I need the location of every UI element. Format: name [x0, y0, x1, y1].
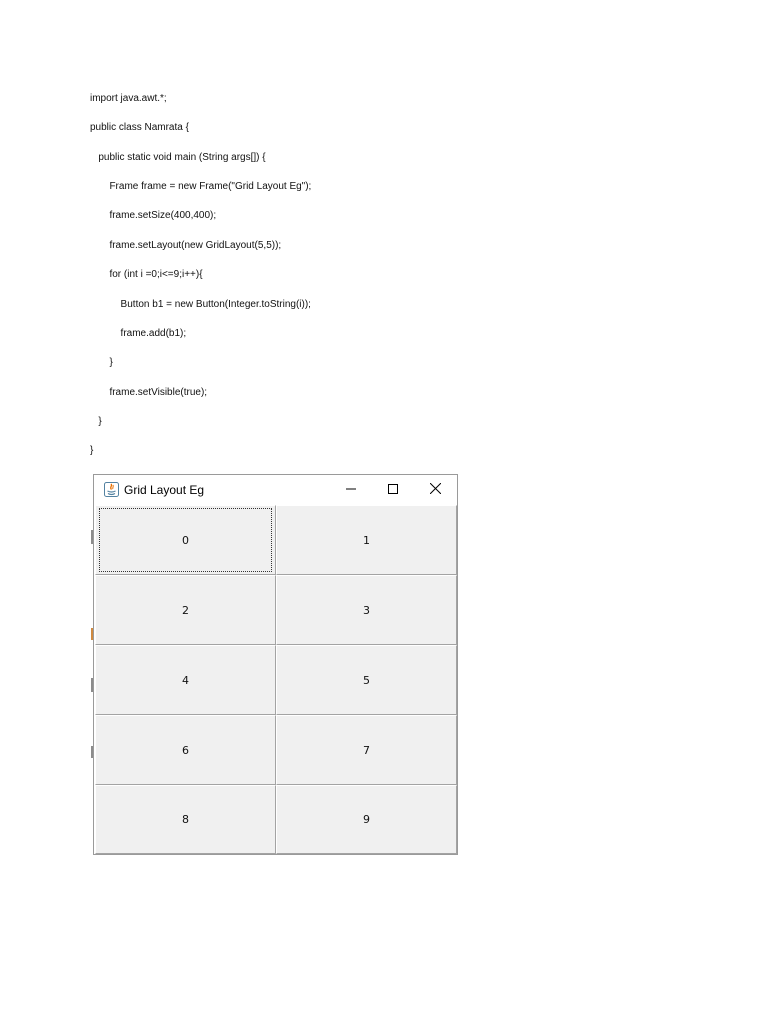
- code-line: }: [90, 416, 102, 427]
- code-line: frame.add(b1);: [90, 328, 187, 339]
- button-grid: [95, 505, 457, 854]
- close-icon: [430, 481, 441, 499]
- grid-button-5[interactable]: 5: [276, 645, 457, 715]
- code-line: frame.setSize(400,400);: [90, 210, 217, 221]
- code-line: Frame frame = new Frame("Grid Layout Eg");: [90, 181, 312, 192]
- minimize-icon: [346, 481, 356, 499]
- code-line: frame.setVisible(true);: [90, 387, 208, 398]
- grid-button-3[interactable]: 3: [276, 575, 457, 645]
- grid-button-9[interactable]: 9: [276, 785, 457, 854]
- grid-button-7[interactable]: 7: [276, 715, 457, 785]
- grid-button-8[interactable]: 8: [95, 785, 276, 854]
- code-line: public static void main (String args[]) {: [90, 152, 266, 163]
- code-line: public class Namrata {: [90, 122, 189, 133]
- window-title: Grid Layout Eg: [124, 483, 205, 497]
- close-button[interactable]: [413, 475, 457, 505]
- code-line: }: [90, 357, 113, 368]
- grid-button-4[interactable]: 4: [95, 645, 276, 715]
- maximize-icon: [388, 481, 398, 499]
- code-line: for (int i =0;i<=9;i++){: [90, 269, 203, 280]
- grid-button-1[interactable]: 1: [276, 505, 457, 575]
- grid-button-0[interactable]: 0: [95, 505, 276, 575]
- code-line: import java.awt.*;: [90, 93, 167, 104]
- minimize-button[interactable]: [329, 475, 373, 505]
- code-line: }: [90, 445, 94, 456]
- java-icon: [104, 482, 119, 497]
- window-titlebar[interactable]: [94, 475, 457, 505]
- grid-layout-window[interactable]: [93, 474, 458, 855]
- grid-button-2[interactable]: 2: [95, 575, 276, 645]
- code-line: Button b1 = new Button(Integer.toString(i));: [90, 299, 311, 310]
- code-line: frame.setLayout(new GridLayout(5,5));: [90, 240, 282, 251]
- grid-button-6[interactable]: 6: [95, 715, 276, 785]
- maximize-button[interactable]: [371, 475, 415, 505]
